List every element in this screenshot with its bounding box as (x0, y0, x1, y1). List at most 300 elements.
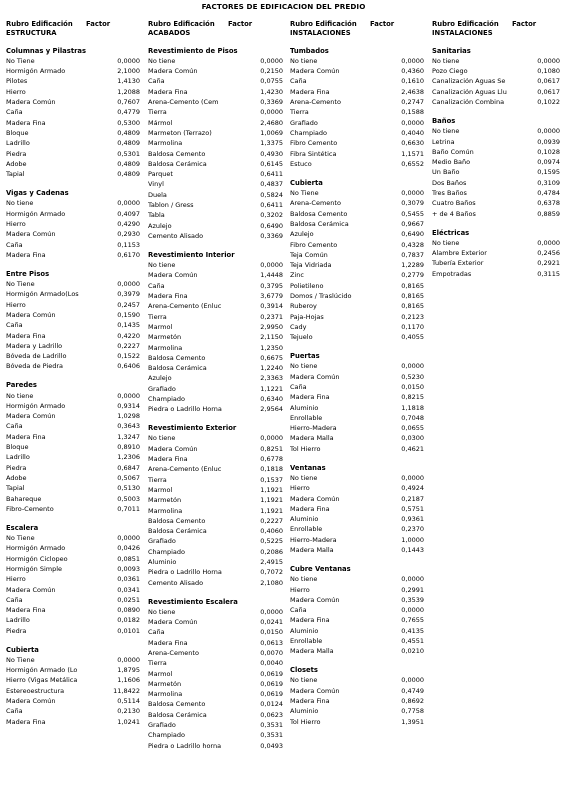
row-factor: 0,0040 (260, 659, 283, 668)
row-label: Hierro (6, 575, 26, 584)
section-block (290, 463, 424, 556)
row-factor: 0,5067 (117, 473, 140, 482)
row-factor: 0,1080 (537, 67, 560, 76)
row-label: Canalización Combina (432, 98, 505, 107)
row-factor: 0,5301 (117, 149, 140, 158)
row-label: Madera Fina (6, 432, 46, 441)
table-row (148, 495, 283, 505)
row-factor: 0,0241 (260, 618, 283, 627)
table-row (148, 741, 283, 751)
section-block (148, 597, 283, 751)
row-factor: 0,1435 (117, 321, 140, 330)
section-title: Paredes (6, 381, 37, 390)
row-factor: 0,6145 (260, 159, 283, 168)
row-label: Hierro (6, 87, 26, 96)
table-row (290, 219, 424, 229)
table-row (6, 289, 140, 299)
table-row (148, 301, 283, 311)
header-rubro-label: Rubro Edificación (148, 20, 215, 28)
row-factor: 0,3539 (401, 595, 424, 604)
row-factor: 0,0000 (117, 56, 140, 65)
row-label: Tejuelo (290, 333, 313, 342)
row-factor: 0,2457 (117, 300, 140, 309)
row-factor: 0,4328 (401, 240, 424, 249)
table-row (148, 322, 283, 332)
table-row (432, 178, 560, 188)
row-factor: 0,0093 (117, 564, 140, 573)
row-label: Madera Común (148, 444, 198, 453)
row-label: Madera Común (148, 67, 198, 76)
row-factor: 2,1000 (117, 67, 140, 76)
section-block (432, 116, 560, 219)
row-label: Baldosa Cerámica (148, 710, 207, 719)
section-title: Revestimiento de Pisos (148, 46, 238, 55)
row-factor: 0,6675 (260, 353, 283, 362)
row-label: Pilotes (6, 77, 28, 86)
row-factor: 0,0000 (117, 199, 140, 208)
row-factor: 0,3115 (537, 269, 560, 278)
row-factor: 0,0251 (117, 595, 140, 604)
row-label: Bóveda de Ladrillo (6, 352, 67, 361)
row-factor: 0,8215 (401, 393, 424, 402)
row-factor: 0,4055 (401, 333, 424, 342)
table-row (148, 343, 283, 353)
table-row (432, 137, 560, 147)
table-row (290, 615, 424, 625)
table-row (6, 149, 140, 159)
table-row (432, 258, 560, 268)
table-row (6, 87, 140, 97)
row-factor: 0,0000 (401, 56, 424, 65)
row-factor: 0,6411 (260, 170, 283, 179)
row-factor: 0,0000 (260, 56, 283, 65)
row-factor: 0,4837 (260, 180, 283, 189)
row-label: Hierro-Madera (290, 424, 337, 433)
row-factor: 0,8165 (401, 281, 424, 290)
row-factor: 0,1443 (401, 546, 424, 555)
row-label: Madera Común (148, 271, 198, 280)
row-label: Tierra (290, 108, 309, 117)
table-row (432, 188, 560, 198)
row-label: Ladrillo (6, 453, 30, 462)
row-factor: 0,0000 (401, 362, 424, 371)
table-row (6, 442, 140, 452)
table-row (148, 353, 283, 363)
row-label: Madera Común (290, 494, 340, 503)
row-factor: 0,8251 (260, 444, 283, 453)
row-factor: 0,7758 (401, 707, 424, 716)
table-row (290, 66, 424, 76)
table-row (290, 646, 424, 656)
row-label: Enrollable (290, 413, 323, 422)
table-row (432, 56, 560, 66)
table-row (6, 66, 140, 76)
table-row (290, 675, 424, 685)
row-factor: 1,0241 (117, 717, 140, 726)
section-title: Columnas y Pilastras (6, 46, 87, 55)
table-row (148, 454, 283, 464)
header-rubro-label: Rubro Edificación (432, 20, 499, 28)
row-label: Arena-Cemento (290, 199, 341, 208)
row-label: Baldosa Cerámica (148, 364, 207, 373)
row-label: Alambre Exterior (432, 249, 487, 258)
table-row (6, 240, 140, 250)
row-factor: 0,3643 (117, 422, 140, 431)
row-label: Teja Vidriada (290, 261, 332, 270)
table-row (148, 107, 283, 117)
header-factor-label: Factor (228, 20, 253, 28)
row-label: Piedra (6, 149, 27, 158)
table-row (290, 514, 424, 524)
section-title: Cubierta (6, 645, 39, 654)
row-label: No tiene (148, 56, 176, 65)
row-factor: 0,8165 (401, 292, 424, 301)
section-title: Revestimiento Interior (148, 250, 235, 259)
row-factor: 0,0000 (260, 261, 283, 270)
row-label: Tierra (148, 475, 167, 484)
row-label: Marmetón (148, 679, 182, 688)
row-label: Aluminio (148, 558, 177, 567)
row-factor: 0,0000 (260, 108, 283, 117)
row-label: Bloque (6, 128, 29, 137)
row-factor: 0,0000 (117, 534, 140, 543)
row-label: Madera Común (6, 412, 56, 421)
row-factor: 0,0000 (117, 391, 140, 400)
row-label: Madera Fina (290, 87, 330, 96)
row-factor: 3,6779 (260, 292, 283, 301)
table-row (6, 300, 140, 310)
row-label: No Tiene (6, 534, 35, 543)
row-factor: 0,7607 (117, 98, 140, 107)
row-factor: 0,3795 (260, 281, 283, 290)
section-title: Sanitarias (432, 46, 471, 55)
row-label: Tierra (148, 659, 167, 668)
row-label: Piedra o Ladrillo Horna (148, 405, 222, 414)
row-factor: 1,4448 (260, 271, 283, 280)
row-factor: 0,2991 (401, 585, 424, 594)
row-factor: 0,4060 (260, 527, 283, 536)
row-label: Marmol (148, 485, 173, 494)
row-factor: 0,9667 (401, 219, 424, 228)
row-label: Hormigón Armado (6, 67, 66, 76)
row-label: Zinc (290, 271, 304, 280)
table-row (290, 433, 424, 443)
table-row (148, 363, 283, 373)
row-label: Tapial (6, 484, 25, 493)
table-row (148, 526, 283, 536)
row-label: Caña (148, 628, 165, 637)
row-label: Fibro-Cemento (6, 504, 54, 513)
row-label: Caña (6, 422, 23, 431)
row-factor: 0,0000 (401, 676, 424, 685)
table-row (290, 574, 424, 584)
row-factor: 2,9950 (260, 322, 283, 331)
row-factor: 0,0617 (537, 77, 560, 86)
row-label: Tapial (6, 170, 25, 179)
row-factor: 0,4809 (117, 139, 140, 148)
row-label: Domos / Traslúcido (290, 292, 352, 301)
header-category-label: INSTALACIONES (432, 28, 493, 37)
table-row (290, 118, 424, 128)
row-label: Marmolina (148, 139, 183, 148)
section-block (6, 46, 140, 180)
row-label: Azulejo (148, 221, 172, 230)
row-factor: 0,1610 (401, 77, 424, 86)
row-factor: 0,6552 (401, 159, 424, 168)
row-label: Fibra Sintética (290, 149, 337, 158)
row-label: No Tiene (6, 280, 35, 289)
table-row (290, 706, 424, 716)
section-block (6, 380, 140, 514)
row-label: Fibro Cemento (290, 139, 338, 148)
row-label: No tiene (148, 607, 176, 616)
row-label: Madera Fina (6, 717, 46, 726)
row-factor: 1,3247 (117, 432, 140, 441)
table-row (148, 444, 283, 454)
table-row (290, 87, 424, 97)
row-factor: 0,0619 (260, 679, 283, 688)
table-row (6, 585, 140, 595)
row-label: Mármol (148, 118, 173, 127)
table-row (6, 574, 140, 584)
table-row (6, 229, 140, 239)
row-factor: 1,4230 (260, 87, 283, 96)
row-factor: 0,2150 (260, 67, 283, 76)
row-label: Marmolina (148, 690, 183, 699)
section-block (148, 423, 283, 588)
row-factor: 0,2456 (537, 249, 560, 258)
table-row (148, 281, 283, 291)
row-factor: 0,0939 (537, 137, 560, 146)
row-label: Madera Malla (290, 546, 334, 555)
table-row (6, 341, 140, 351)
row-factor: 0,8165 (401, 302, 424, 311)
row-factor: 0,3531 (260, 721, 283, 730)
row-label: Hierro (290, 484, 310, 493)
row-label: Baño Común (432, 147, 474, 156)
table-row (290, 382, 424, 392)
row-label: Piedra o Ladrillo horna (148, 741, 222, 750)
table-row (6, 554, 140, 564)
row-label: Polietileno (290, 281, 324, 290)
row-label: Canalización Aguas Llu (432, 87, 507, 96)
row-factor: 0,1153 (117, 240, 140, 249)
table-row (148, 291, 283, 301)
row-label: Madera Fina (290, 697, 330, 706)
table-row (6, 159, 140, 169)
row-factor: 0,1537 (260, 475, 283, 484)
row-factor: 1,4130 (117, 77, 140, 86)
row-factor: 0,0851 (117, 554, 140, 563)
table-row (148, 689, 283, 699)
row-factor: 0,4924 (401, 484, 424, 493)
table-row (290, 281, 424, 291)
row-factor: 11,8422 (113, 686, 140, 695)
section-title: Tumbados (290, 46, 329, 55)
table-row (148, 200, 283, 210)
row-factor: 0,4621 (401, 444, 424, 453)
row-factor: 0,6847 (117, 463, 140, 472)
row-factor: 0,0974 (537, 158, 560, 167)
table-row (6, 543, 140, 553)
row-factor: 0,3109 (537, 178, 560, 187)
table-row (6, 209, 140, 219)
header-rubro-label: Rubro Edificación (290, 20, 357, 28)
row-label: Madera Común (290, 67, 340, 76)
row-label: Baldosa Cemento (148, 516, 206, 525)
row-factor: 0,6630 (401, 139, 424, 148)
row-factor: 0,2086 (260, 547, 283, 556)
row-label: Aluminio (290, 707, 319, 716)
row-label: Piedra (6, 626, 27, 635)
row-label: Vinyl (148, 180, 164, 189)
row-label: Marmol (148, 669, 173, 678)
row-label: Pozo Ciego (432, 67, 468, 76)
row-factor: 0,2187 (401, 494, 424, 503)
row-label: Parquet (148, 170, 173, 179)
table-row (148, 627, 283, 637)
section-block (6, 269, 140, 372)
table-row (148, 669, 283, 679)
row-factor: 0,0655 (401, 424, 424, 433)
section-title: Ventanas (290, 463, 326, 472)
row-label: Estereoestructura (6, 686, 65, 695)
row-factor: 0,4784 (537, 189, 560, 198)
row-label: Baldosa Cemento (290, 209, 348, 218)
section-block (432, 46, 560, 108)
section-block (6, 523, 140, 636)
row-label: No Tiene (6, 56, 35, 65)
row-factor: 0,0000 (401, 575, 424, 584)
section-block (148, 250, 283, 415)
row-label: Hierro (6, 300, 26, 309)
row-label: Champiado (290, 128, 327, 137)
row-factor: 0,5455 (401, 209, 424, 218)
row-label: Piedra o Ladrillo Horna (148, 568, 222, 577)
column-instalaciones (290, 20, 424, 727)
row-factor: 0,2921 (537, 259, 560, 268)
row-factor: 1,2306 (117, 453, 140, 462)
row-label: Azulejo (148, 374, 172, 383)
table-row (6, 595, 140, 605)
row-factor: 0,5114 (117, 697, 140, 706)
row-factor: 0,0000 (401, 606, 424, 615)
row-label: Grafiado (148, 384, 176, 393)
row-factor: 0,4220 (117, 331, 140, 340)
table-row (148, 87, 283, 97)
row-factor: 0,0755 (260, 77, 283, 86)
row-label: Madera Común (6, 230, 56, 239)
header-category-label: ACABADOS (148, 28, 191, 37)
table-row (148, 159, 283, 169)
row-label: No tiene (432, 56, 460, 65)
table-row (6, 97, 140, 107)
table-row (290, 128, 424, 138)
row-factor: 0,1522 (117, 352, 140, 361)
row-factor: 0,4135 (401, 626, 424, 635)
table-row (148, 516, 283, 526)
table-row (290, 209, 424, 219)
table-row (290, 240, 424, 250)
row-label: Hormigón Armado (6, 401, 66, 410)
row-label: Caña (290, 77, 307, 86)
row-label: Hierro (Vigas Metálica (6, 676, 78, 685)
section-block (432, 228, 560, 279)
row-label: Tol Hierro (290, 717, 321, 726)
row-factor: 0,5300 (117, 118, 140, 127)
row-label: Tierra (148, 312, 167, 321)
row-label: Bloque (6, 443, 29, 452)
row-factor: 1,2088 (117, 87, 140, 96)
row-label: Madera Fina (6, 250, 46, 259)
row-label: No tiene (148, 434, 176, 443)
row-label: Hormigón Ciclopeo (6, 554, 68, 563)
row-factor: 0,0493 (260, 741, 283, 750)
table-row (6, 452, 140, 462)
row-label: Medio Baño (432, 158, 471, 167)
row-factor: 0,3914 (260, 302, 283, 311)
table-row (6, 605, 140, 615)
table-row (6, 198, 140, 208)
row-label: Hormigón Armado (6, 209, 66, 218)
row-label: Madera Fina (6, 118, 46, 127)
row-label: Baldosa Cemento (148, 149, 206, 158)
row-label: Madera Común (6, 697, 56, 706)
row-label: Marmolina (148, 343, 183, 352)
section-title: Eléctricas (432, 228, 470, 237)
row-factor: 1,1221 (260, 384, 283, 393)
row-factor: 0,1818 (260, 465, 283, 474)
row-factor: 0,2130 (117, 707, 140, 716)
table-row (290, 545, 424, 555)
table-row (148, 557, 283, 567)
row-factor: 0,4290 (117, 219, 140, 228)
table-row (6, 76, 140, 86)
row-label: Caña (6, 108, 23, 117)
table-row (290, 332, 424, 342)
row-label: No tiene (290, 575, 318, 584)
table-row (148, 97, 283, 107)
table-row (148, 373, 283, 383)
table-row (6, 331, 140, 341)
row-label: Cuatro Baños (432, 199, 476, 208)
table-row (432, 66, 560, 76)
row-label: No tiene (290, 473, 318, 482)
table-row (148, 699, 283, 709)
header-rubro-label: Rubro Edificación (6, 20, 73, 28)
row-label: Cady (290, 322, 307, 331)
table-row (148, 312, 283, 322)
table-row (6, 351, 140, 361)
row-factor: 0,8692 (401, 697, 424, 706)
row-label: Madera Fina (290, 393, 330, 402)
row-factor: 0,6406 (117, 362, 140, 371)
row-label: Madera Común (6, 98, 56, 107)
table-row (6, 128, 140, 138)
row-factor: 0,2747 (401, 98, 424, 107)
row-factor: 0,0000 (117, 280, 140, 289)
row-label: Estuco (290, 159, 312, 168)
row-label: Tol Hierro (290, 444, 321, 453)
row-label: Caña (6, 707, 23, 716)
row-label: No tiene (290, 362, 318, 371)
row-label: Madera Común (6, 310, 56, 319)
column-header (148, 20, 283, 37)
table-row (6, 696, 140, 706)
table-row (148, 260, 283, 270)
table-row (148, 679, 283, 689)
section-title: Cubierta (290, 178, 323, 187)
